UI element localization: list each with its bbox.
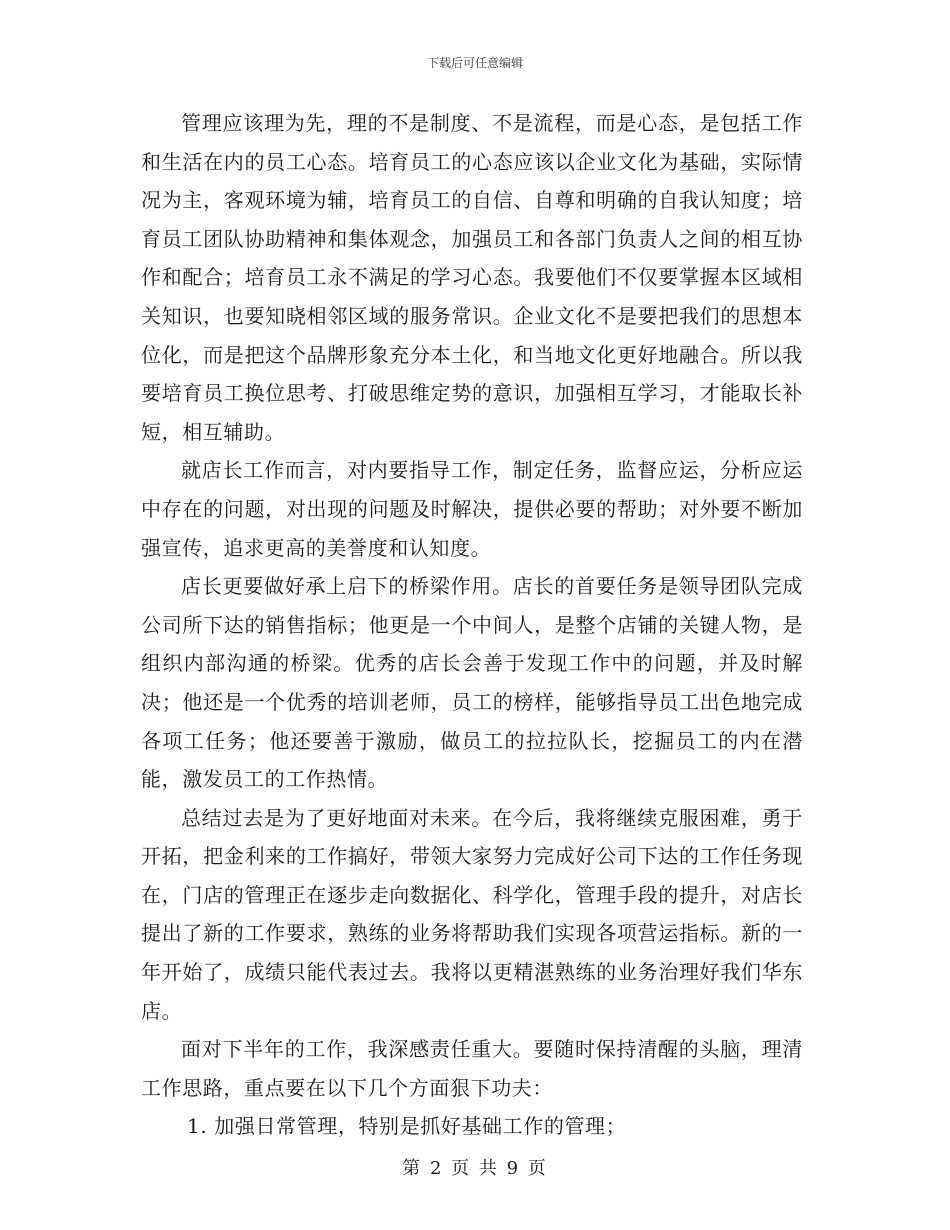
paragraph-2: 就店长工作而言，对内要指导工作，制定任务，监督应运，分析应运中存在的问题，对出现的问题及时解决，提供必要的帮助；对外要不断加强宣传，追求更高的美誉度和认知度。 [141,458,803,560]
document-body [141,104,803,1146]
paragraph-4: 总结过去是为了更好地面对未来。在今后，我将继续克服困难，勇于开拓，把金利来的工作搞好，带领大家努力完成好公司下达的工作任务现在，门店的管理正在逐步走向数据化、科学化，管理手段的提升，对店长提出了新的工作要求，熟练的业务将帮助我们实现各项营运指标。新的一年开始了，成绩只能代表过去。我将以更精湛熟练的业务治理好我们华东店。 [141,805,803,1023]
list-item-1: 1. 加强日常管理，特别是抓好基础工作的管理； [187,1114,627,1139]
paragraph-1: 管理应该理为先，理的不是制度、不是流程，而是心态，是包括工作和生活在内的员工心态。培育员工的心态应该以企业文化为基础，实际情况为主，客观环境为辅，培育员工的自信、自尊和明确的自我认知度；培育员工团队协助精神和集体观念，加强员工和各部门负责人之间的相互协作和配合；培育员工永不满足的学习心态。我要他们不仅要掌握本区域相关知识，也要知晓相邻区域的服务常识。企业文化不是要把我们的思想本位化，而是把这个品牌形象充分本土化，和当地文化更好地融合。所以我要培育员工换位思考、打破思维定势的意识，加强相互学习，才能取长补短，相互辅助。 [141,111,803,444]
page-header: 下载后可任意编辑 [426,56,523,70]
page-footer: 第 2 页 共 9 页 [402,1158,548,1179]
paragraph-3: 店长更要做好承上启下的桥梁作用。店长的首要任务是领导团队完成公司所下达的销售指标；他更是一个中间人，是整个店铺的关键人物，是组织内部沟通的桥梁。优秀的店长会善于发现工作中的问题，并及时解决；他还是一个优秀的培训老师，员工的榜样，能够指导员工出色地完成各项工任务；他还要善于激励，做员工的拉拉队长，挖掘员工的内在潜能，激发员工的工作热情。 [141,574,803,792]
paragraph-5: 面对下半年的工作，我深感责任重大。要随时保持清醒的头脑，理清工作思路，重点要在以下几个方面狠下功夫： [141,1037,803,1100]
